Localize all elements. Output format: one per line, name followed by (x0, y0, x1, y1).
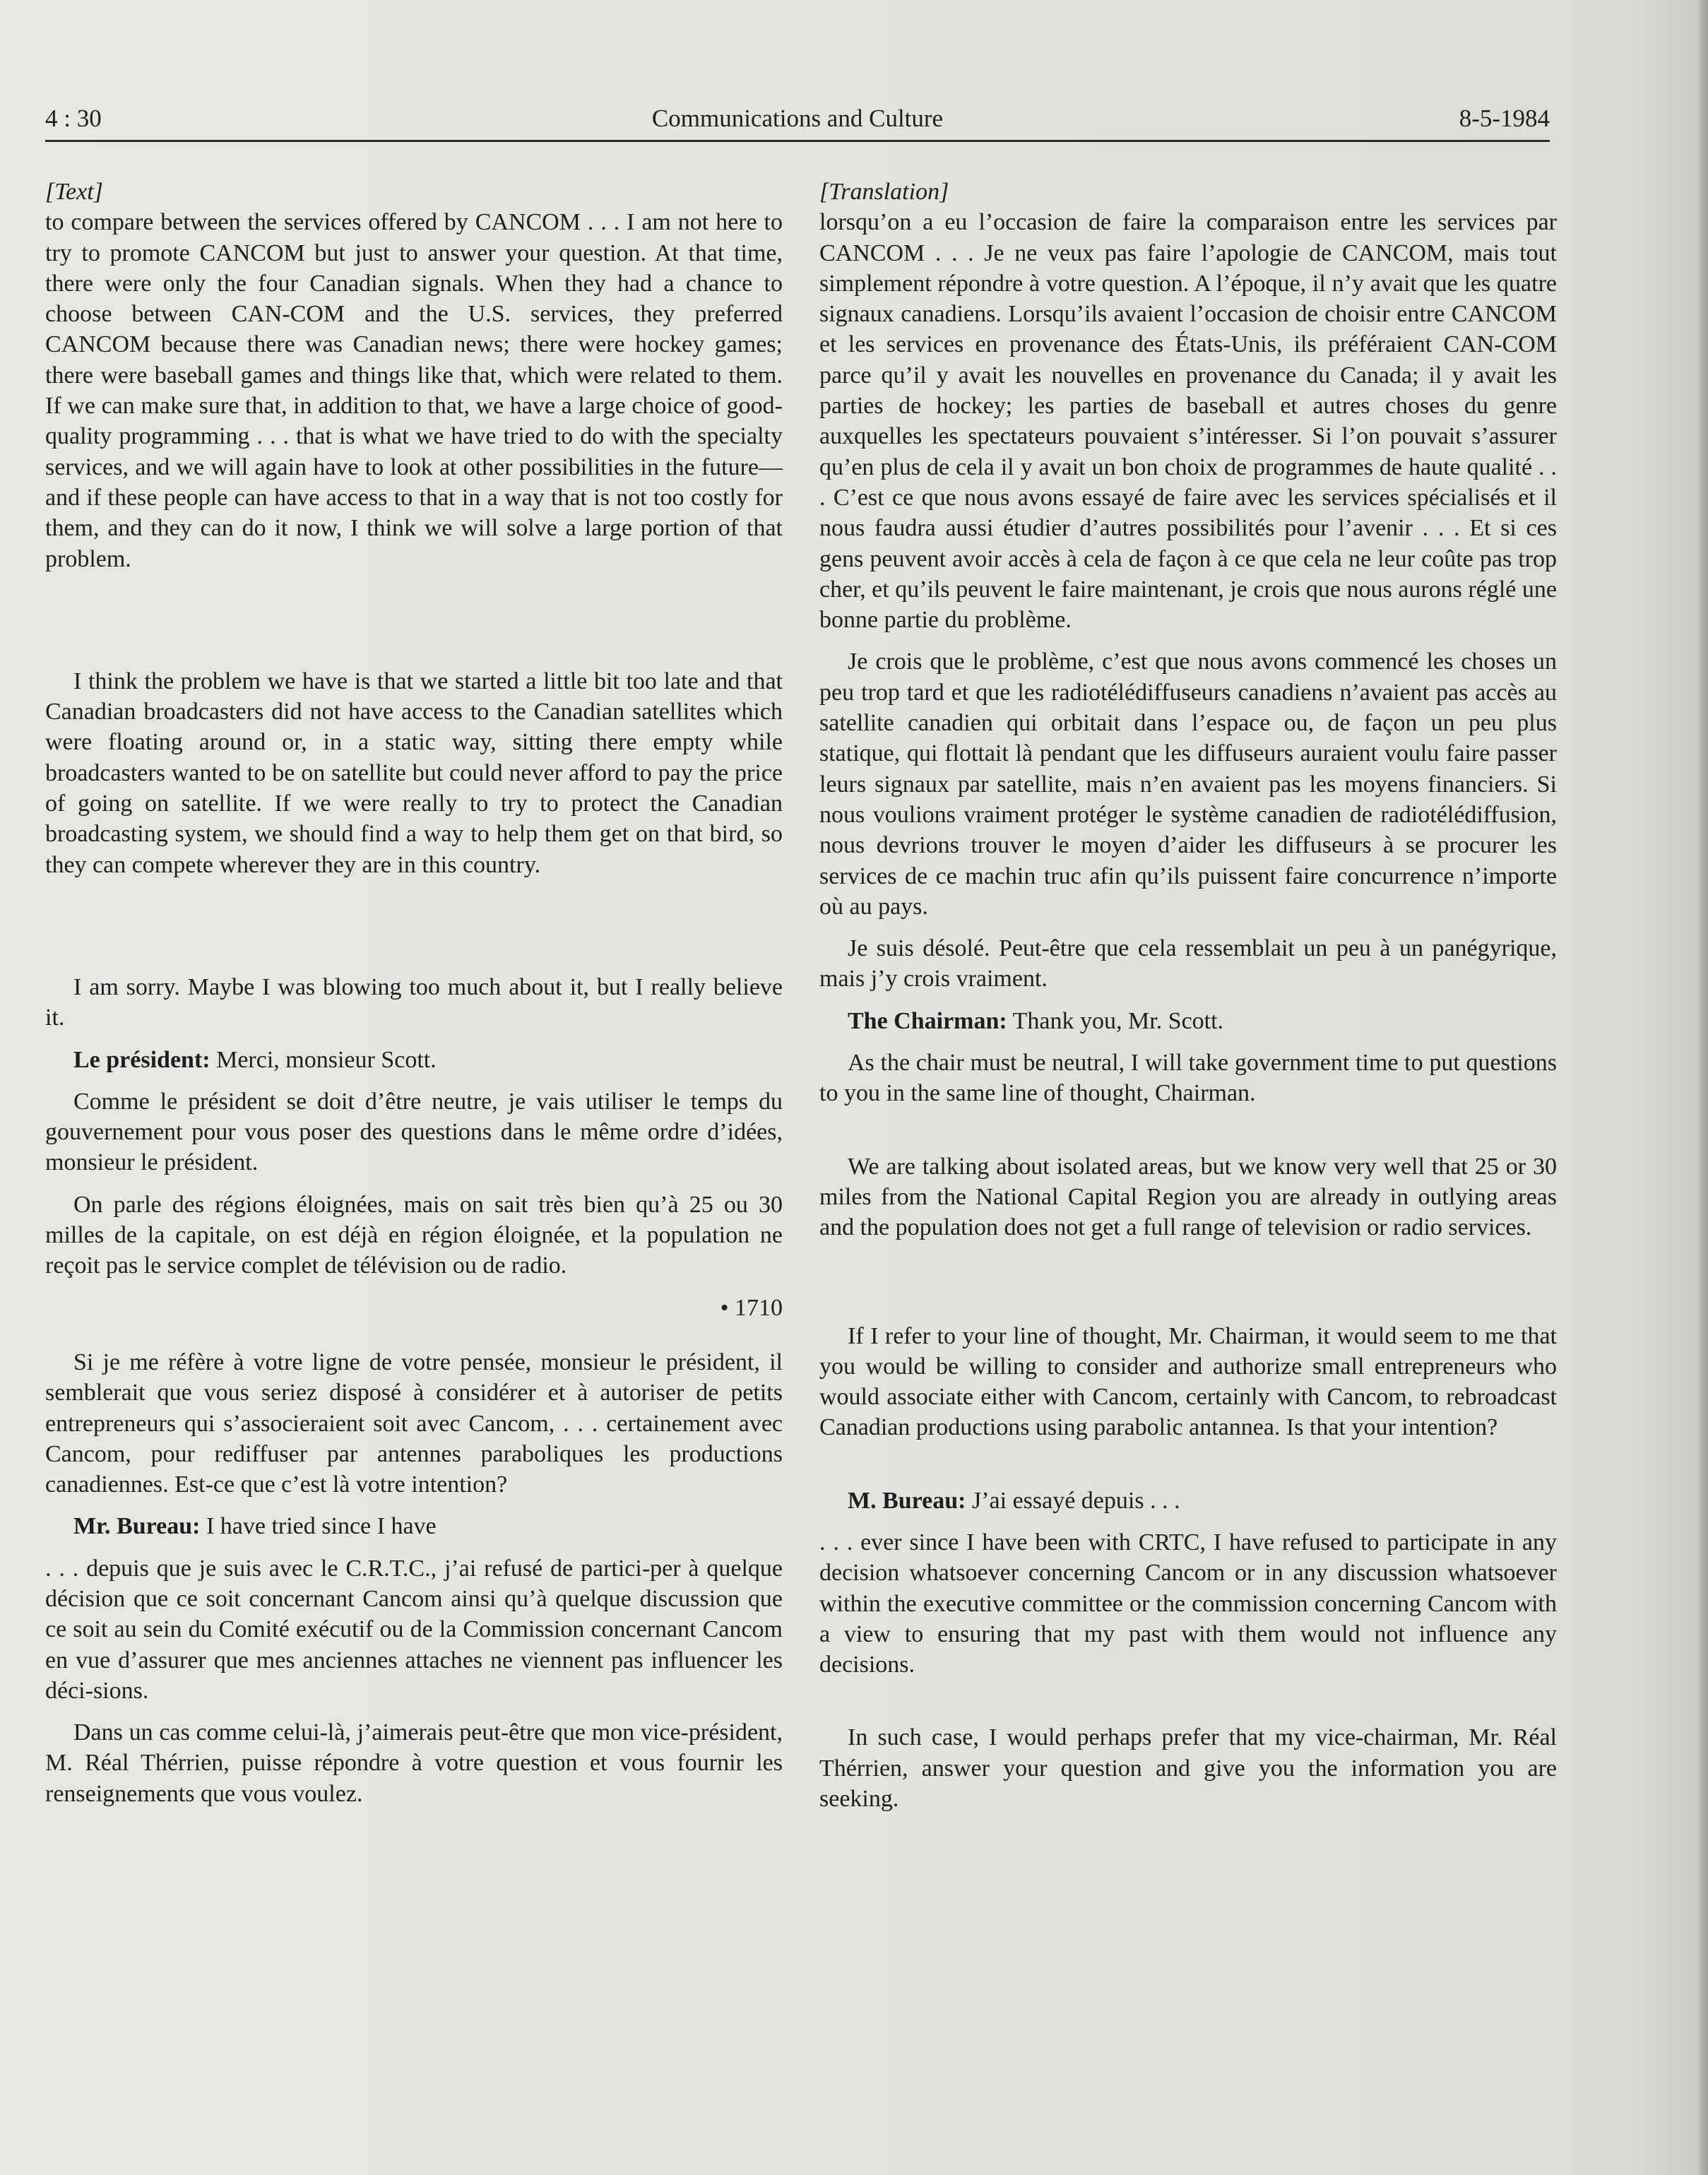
paragraph: lorsqu’on a eu l’occasion de faire la comparaison entre les services par CANCOM . . . Je ne veux pas faire l’apologie de CANCOM, mais tout simplement répondre à votre question. A l’époque, il n’y avait que les quatre signaux canadiens. Lorsqu’ils avaient l’occasion de choisir entre CANCOM et les services en provenance des États-Unis, ils préféraient CAN-COM parce qu’il y avait les nouvelles en provenance du Canada; il y avait les parties de hockey; les parties de baseball et autres choses du genre auxquelles les spectateurs pouvaient s’intéresser. Si l’on pouvait s’assurer qu’en plus de cela il y avait un bon choix de programmes de haute qualité . . . C’est ce que nous avons essayé de faire avec les services spécialisés et il nous faudra aussi étudier d’autres possibilités pour l’avenir . . . Et si ces gens peuvent avoir accès à cela de façon à ce que cela ne leur coûte pas trop cher, et qu’ils peuvent le faire maintenant, je crois que nous aurons réglé une bonne partie du problème. (819, 209, 1557, 634)
speaker-name: Mr. Bureau: (73, 1513, 201, 1540)
paragraph: In such case, I would perhaps prefer that my vice-chairman, Mr. Réal Thérrien, answer your question and give you the information you are seeking. (819, 1724, 1557, 1813)
speaker-name: The Chairman: (848, 1007, 1007, 1034)
paragraph: As the chair must be neutral, I will take government time to put questions to you in the same line of thought, Chairman. (819, 1050, 1557, 1107)
paragraph: . . . ever since I have been with CRTC, I have refused to participate in any decision whatsoever concerning Cancom or in any discussion whatsoever within the executive committee or the commission concerning Cancom with a view to ensuring that my past with them would not influence any decisions. (819, 1529, 1557, 1678)
paragraph: . . . depuis que je suis avec le C.R.T.C., j’ai refusé de partici-per à quelque décision que ce soit concernant Cancom ainsi qu’à quelque discussion que ce soit au sein du Comité exécutif ou de la Commission concernant Cancom en vue d’assurer que mes anciennes attaches ne viennent pas influencer les déci-sions. (45, 1555, 783, 1704)
paragraph: Dans un cas comme celui-là, j’aimerais peut-être que mon vice-président, M. Réal Thérrien, puisse répondre à votre question et vous fournir les renseignements que vous voulez. (45, 1719, 783, 1807)
publication-title: Communications and Culture (651, 105, 944, 132)
running-header (45, 105, 1550, 138)
speech: J’ai essayé depuis . . . (966, 1487, 1180, 1514)
paragraph: Je suis désolé. Peut-être que cela ressemblait un peu à un panégyrique, mais j’y crois vraiment. (819, 935, 1557, 992)
paragraph: We are talking about isolated areas, but we know very well that 25 or 30 miles from the National Capital Region you are already in outlying areas and the population does not get a full range of television or radio services. (819, 1153, 1557, 1241)
paragraph: Si je me réfère à votre ligne de votre pensée, monsieur le président, il semblerait que vous seriez disposé à considérer et à autoriser de petits entrepreneurs qui s’associeraient soit avec Cancom, . . . certainement avec Cancom, pour rediffuser par antennes paraboliques les productions canadiennes. Est-ce que c’est là votre intention? (45, 1349, 783, 1498)
source-label: [Text] (45, 179, 103, 205)
speaker-paragraph (819, 1486, 1557, 1516)
speech: I have tried since I have (200, 1513, 437, 1540)
paragraph: to compare between the services offered by CANCOM . . . I am not here to try to promote CANCOM but just to answer your question. At that time, there were only the four Canadian signals. When they had a chance to choose between CAN-COM and the U.S. services, they preferred CANCOM because there was Canadian news; there were hockey games; there were baseball games and things like that, which were related to them. If we can make sure that, in addition to that, we have a large choice of good-quality programming . . . that is what we have tried to do with the specialty services, and we will again have to look at other possibilities in the future—and if these people can have access to that in a way that is not too costly for them, and they can do it now, I think we will solve a large portion of that problem. (45, 209, 783, 572)
left-column (45, 177, 783, 1809)
source-label: [Translation] (819, 179, 949, 205)
paragraph: Comme le président se doit d’être neutre, je vais utiliser le temps du gouvernement pour vous poser des questions dans le même ordre d’idées, monsieur le président. (45, 1088, 783, 1176)
speech: Thank you, Mr. Scott. (1007, 1007, 1224, 1034)
speaker-name: Le président: (73, 1046, 210, 1073)
time-marker: • 1710 (720, 1294, 783, 1321)
paragraph: On parle des régions éloignées, mais on sait très bien qu’à 25 ou 30 milles de la capitale, on est déjà en région éloignée, et la population ne reçoit pas le service complet de télévision ou de radio. (45, 1191, 783, 1279)
page-edge (1698, 0, 1708, 2175)
speech: Merci, monsieur Scott. (210, 1046, 437, 1073)
header-date: 8-5-1984 (1459, 105, 1550, 132)
header-rule (45, 140, 1550, 142)
right-column (819, 177, 1557, 1814)
speaker-paragraph (819, 1006, 1557, 1036)
paragraph: I am sorry. Maybe I was blowing too much about it, but I really believe it. (45, 973, 783, 1031)
paragraph: If I refer to your line of thought, Mr. Chairman, it would seem to me that you would be willing to consider and authorize small entrepreneurs who would associate either with Cancom, certainly with Cancom, to rebroadcast Canadian productions using parabolic antannea. Is that your intention? (819, 1322, 1557, 1441)
speaker-paragraph (45, 1511, 783, 1541)
paragraph: I think the problem we have is that we started a little bit too late and that Canadian broadcasters did not have access to the Canadian satellites which were floating around or, in a static way, sitting there empty while broadcasters wanted to be on satellite but could never afford to pay the price of going on satellite. If we were really to try to protect the Canadian broadcasting system, we should find a way to help them get on that bird, so they can compete wherever they are in this country. (45, 668, 783, 878)
speaker-paragraph (45, 1045, 783, 1075)
speaker-name: M. Bureau: (848, 1487, 966, 1514)
paragraph: Je crois que le problème, c’est que nous avons commencé les choses un peu trop tard et que les radiotélédiffuseurs canadiens n’avaient pas accès au satellite canadien qui orbitait dans l’espace ou, de façon un peu plus statique, qui flottait là pendant que les diffuseurs auraient voulu faire passer leurs signaux par satellite, mais n’en avaient pas les moyens financiers. Si nous voulions vraiment protéger le système canadien de radiotélédiffusion, nous devrions trouver le moyen d’aider les diffuseurs à se procurer les services de ce machin truc afin qu’ils puissent faire concurrence n’importe où au pays. (819, 648, 1557, 920)
page-reference: 4 : 30 (45, 105, 102, 132)
